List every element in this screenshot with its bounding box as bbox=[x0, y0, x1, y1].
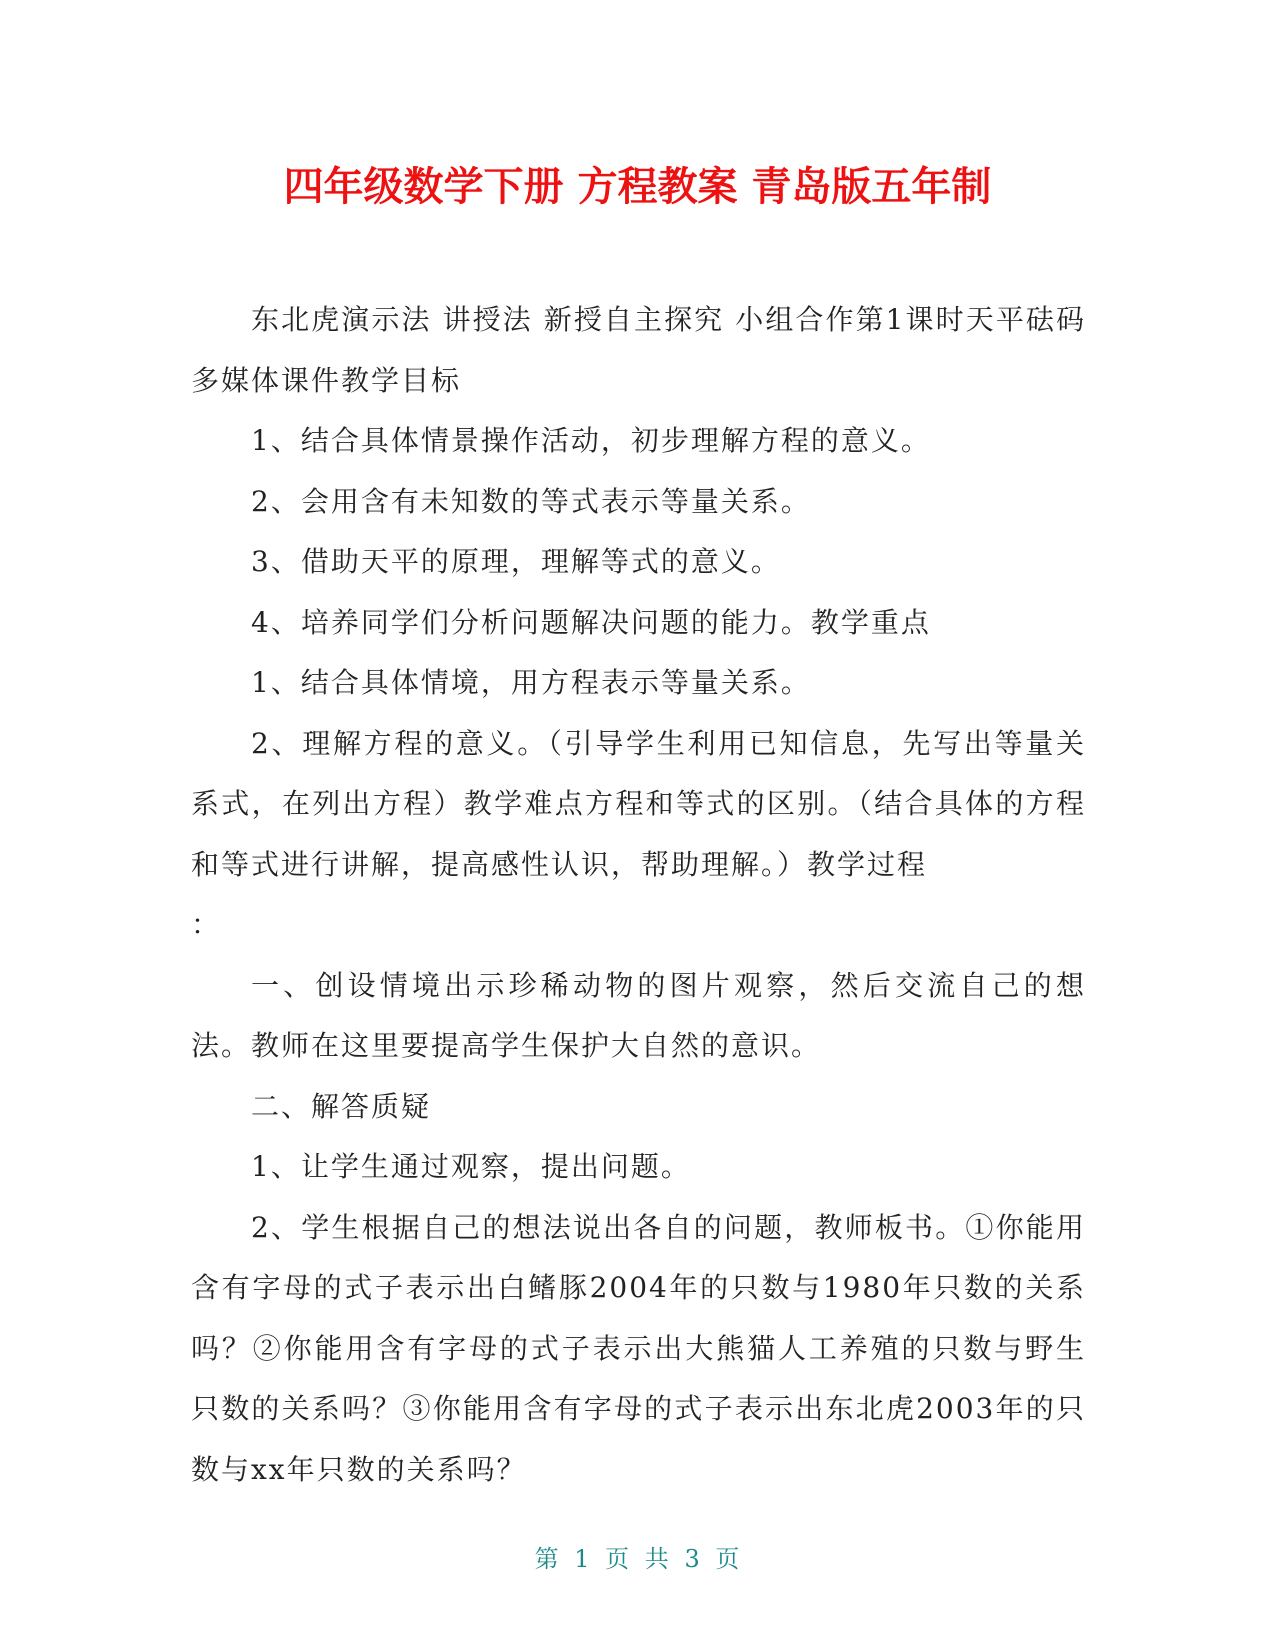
paragraph-key-2: 2、理解方程的意义。（引导学生利用已知信息，先写出等量关系式，在列出方程）教学难点方程和等式的区别。（结合具体的方程和等式进行讲解，提高感性认识，帮助理解。）教学过程 bbox=[191, 726, 1086, 881]
page-footer: 第 1 页 共 3 页 bbox=[534, 1545, 741, 1573]
paragraph-goal-2: 2、会用含有未知数的等式表示等量关系。 bbox=[251, 484, 811, 518]
paragraph-question-2: 2、学生根据自己的想法说出各自的问题，教师板书。①你能用含有字母的式子表示出白鳍豚2004年的只数与1980年只数的关系吗？②你能用含有字母的式子表示出大熊猫人工养殖的只数与野生只数的关系吗？③你能用含有字母的式子表示出东北虎2003年的只数与xx年只数的关系吗？ bbox=[191, 1210, 1086, 1486]
paragraph-key-1: 1、结合具体情境，用方程表示等量关系。 bbox=[251, 666, 811, 699]
paragraph-step-2-heading: 二、解答质疑 bbox=[251, 1089, 432, 1123]
document-title: 四年级数学下册 方程教案 青岛版五年制 bbox=[283, 164, 992, 210]
paragraph-goal-3: 3、借助天平的原理，理解等式的意义。 bbox=[251, 545, 781, 578]
paragraph-step-1: 一、创设情境出示珍稀动物的图片观察，然后交流自己的想法。教师在这里要提高学生保护大自然的意识。 bbox=[191, 968, 1086, 1062]
document-body bbox=[191, 290, 1086, 1500]
paragraph-goal-1: 1、结合具体情景操作活动，初步理解方程的意义。 bbox=[251, 424, 931, 457]
paragraph-colon: ： bbox=[191, 908, 222, 941]
paragraph-goal-4: 4、培养同学们分析问题解决问题的能力。教学重点 bbox=[251, 605, 931, 639]
paragraph-intro: 东北虎演示法 讲授法 新授自主探究 小组合作第1课时天平砝码 多媒体课件教学目标 bbox=[191, 303, 1086, 397]
paragraph-question-1: 1、让学生通过观察，提出问题。 bbox=[251, 1150, 691, 1183]
